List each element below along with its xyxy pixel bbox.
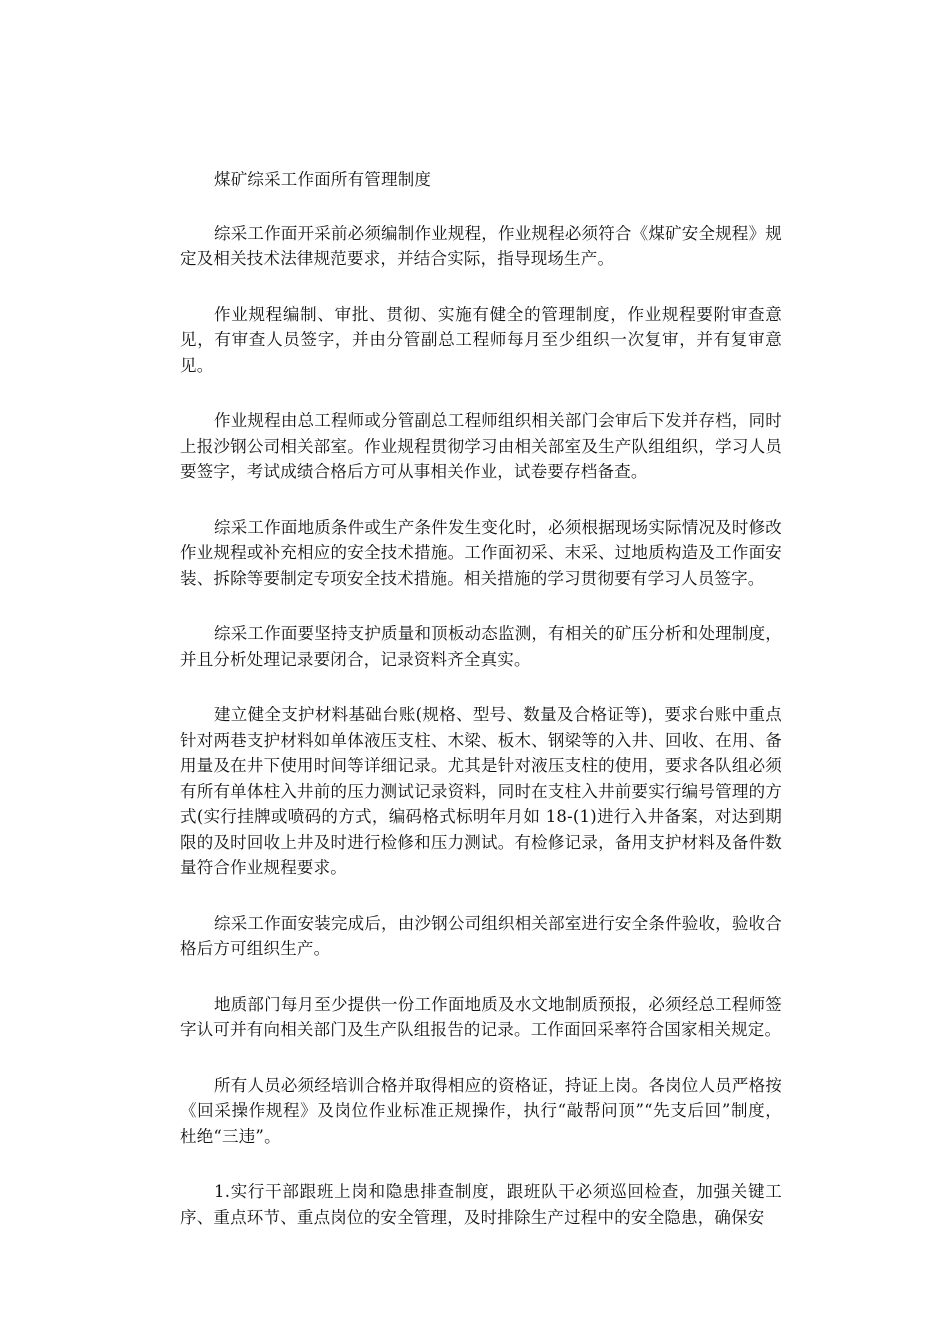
paragraph: 综采工作面地质条件或生产条件发生变化时，必须根据现场实际情况及时修改作业规程或补充相应的安全技术措施。工作面初采、末采、过地质构造及工作面安装、拆除等要制定专项安全技术措施。相关措施的学习贯彻要有学习人员签字。 — [180, 517, 782, 588]
paragraph: 综采工作面安装完成后，由沙钢公司组织相关部室进行安全条件验收，验收合格后方可组织生产。 — [180, 913, 782, 958]
paragraph: 所有人员必须经培训合格并取得相应的资格证，持证上岗。各岗位人员严格按《回采操作规程》及岗位作业标准正规操作，执行“敲帮问顶”“先支后回”制度，杜绝“三违”。 — [180, 1075, 782, 1146]
paragraph: 综采工作面开采前必须编制作业规程，作业规程必须符合《煤矿安全规程》规定及相关技术法律规范要求，并结合实际，指导现场生产。 — [180, 223, 782, 268]
paragraph: 地质部门每月至少提供一份工作面地质及水文地制质预报，必须经总工程师签字认可并有向相关部门及生产队组报告的记录。工作面回采率符合国家相关规定。 — [180, 994, 782, 1039]
paragraph: 综采工作面要坚持支护质量和顶板动态监测，有相关的矿压分析和处理制度，并且分析处理记录要闭合，记录资料齐全真实。 — [180, 624, 782, 669]
paragraph: 作业规程由总工程师或分管副总工程师组织相关部门会审后下发并存档，同时上报沙钢公司相关部室。作业规程贯彻学习由相关部室及生产队组组织，学习人员要签字，考试成绩合格后方可从事相关作业，试卷要存档备查。 — [180, 411, 782, 481]
paragraph: 作业规程编制、审批、贯彻、实施有健全的管理制度，作业规程要附审查意见，有审查人员签字，并由分管副总工程师每月至少组织一次复审，并有复审意见。 — [180, 304, 782, 375]
document-title: 煤矿综采工作面所有管理制度 — [214, 170, 432, 189]
paragraph: 1.实行干部跟班上岗和隐患排查制度，跟班队干必须巡回检查，加强关键工序、重点环节、重点岗位的安全管理，及时排除生产过程中的安全隐患，确保安 — [180, 1182, 782, 1227]
document-body — [180, 167, 782, 1260]
paragraph: 建立健全支护材料基础台账(规格、型号、数量及合格证等)，要求台账中重点针对两巷支护材料如单体液压支柱、木梁、板木、钢梁等的入井、回收、在用、备用量及在井下使用时间等详细记录。尤其是针对液压支柱的使用，要求各队组必须有所有单体柱入井前的压力测试记录资料，同时在支柱入井前要实行编号管理的方式(实行挂牌或喷码的方式，编码格式标明年月如 18-(1)进行入井备案，对达到期限的及时回收上井及时进行检修和压力测试。有检修记录，备用支护材料及备件数量符合作业规程要求。 — [180, 705, 782, 877]
